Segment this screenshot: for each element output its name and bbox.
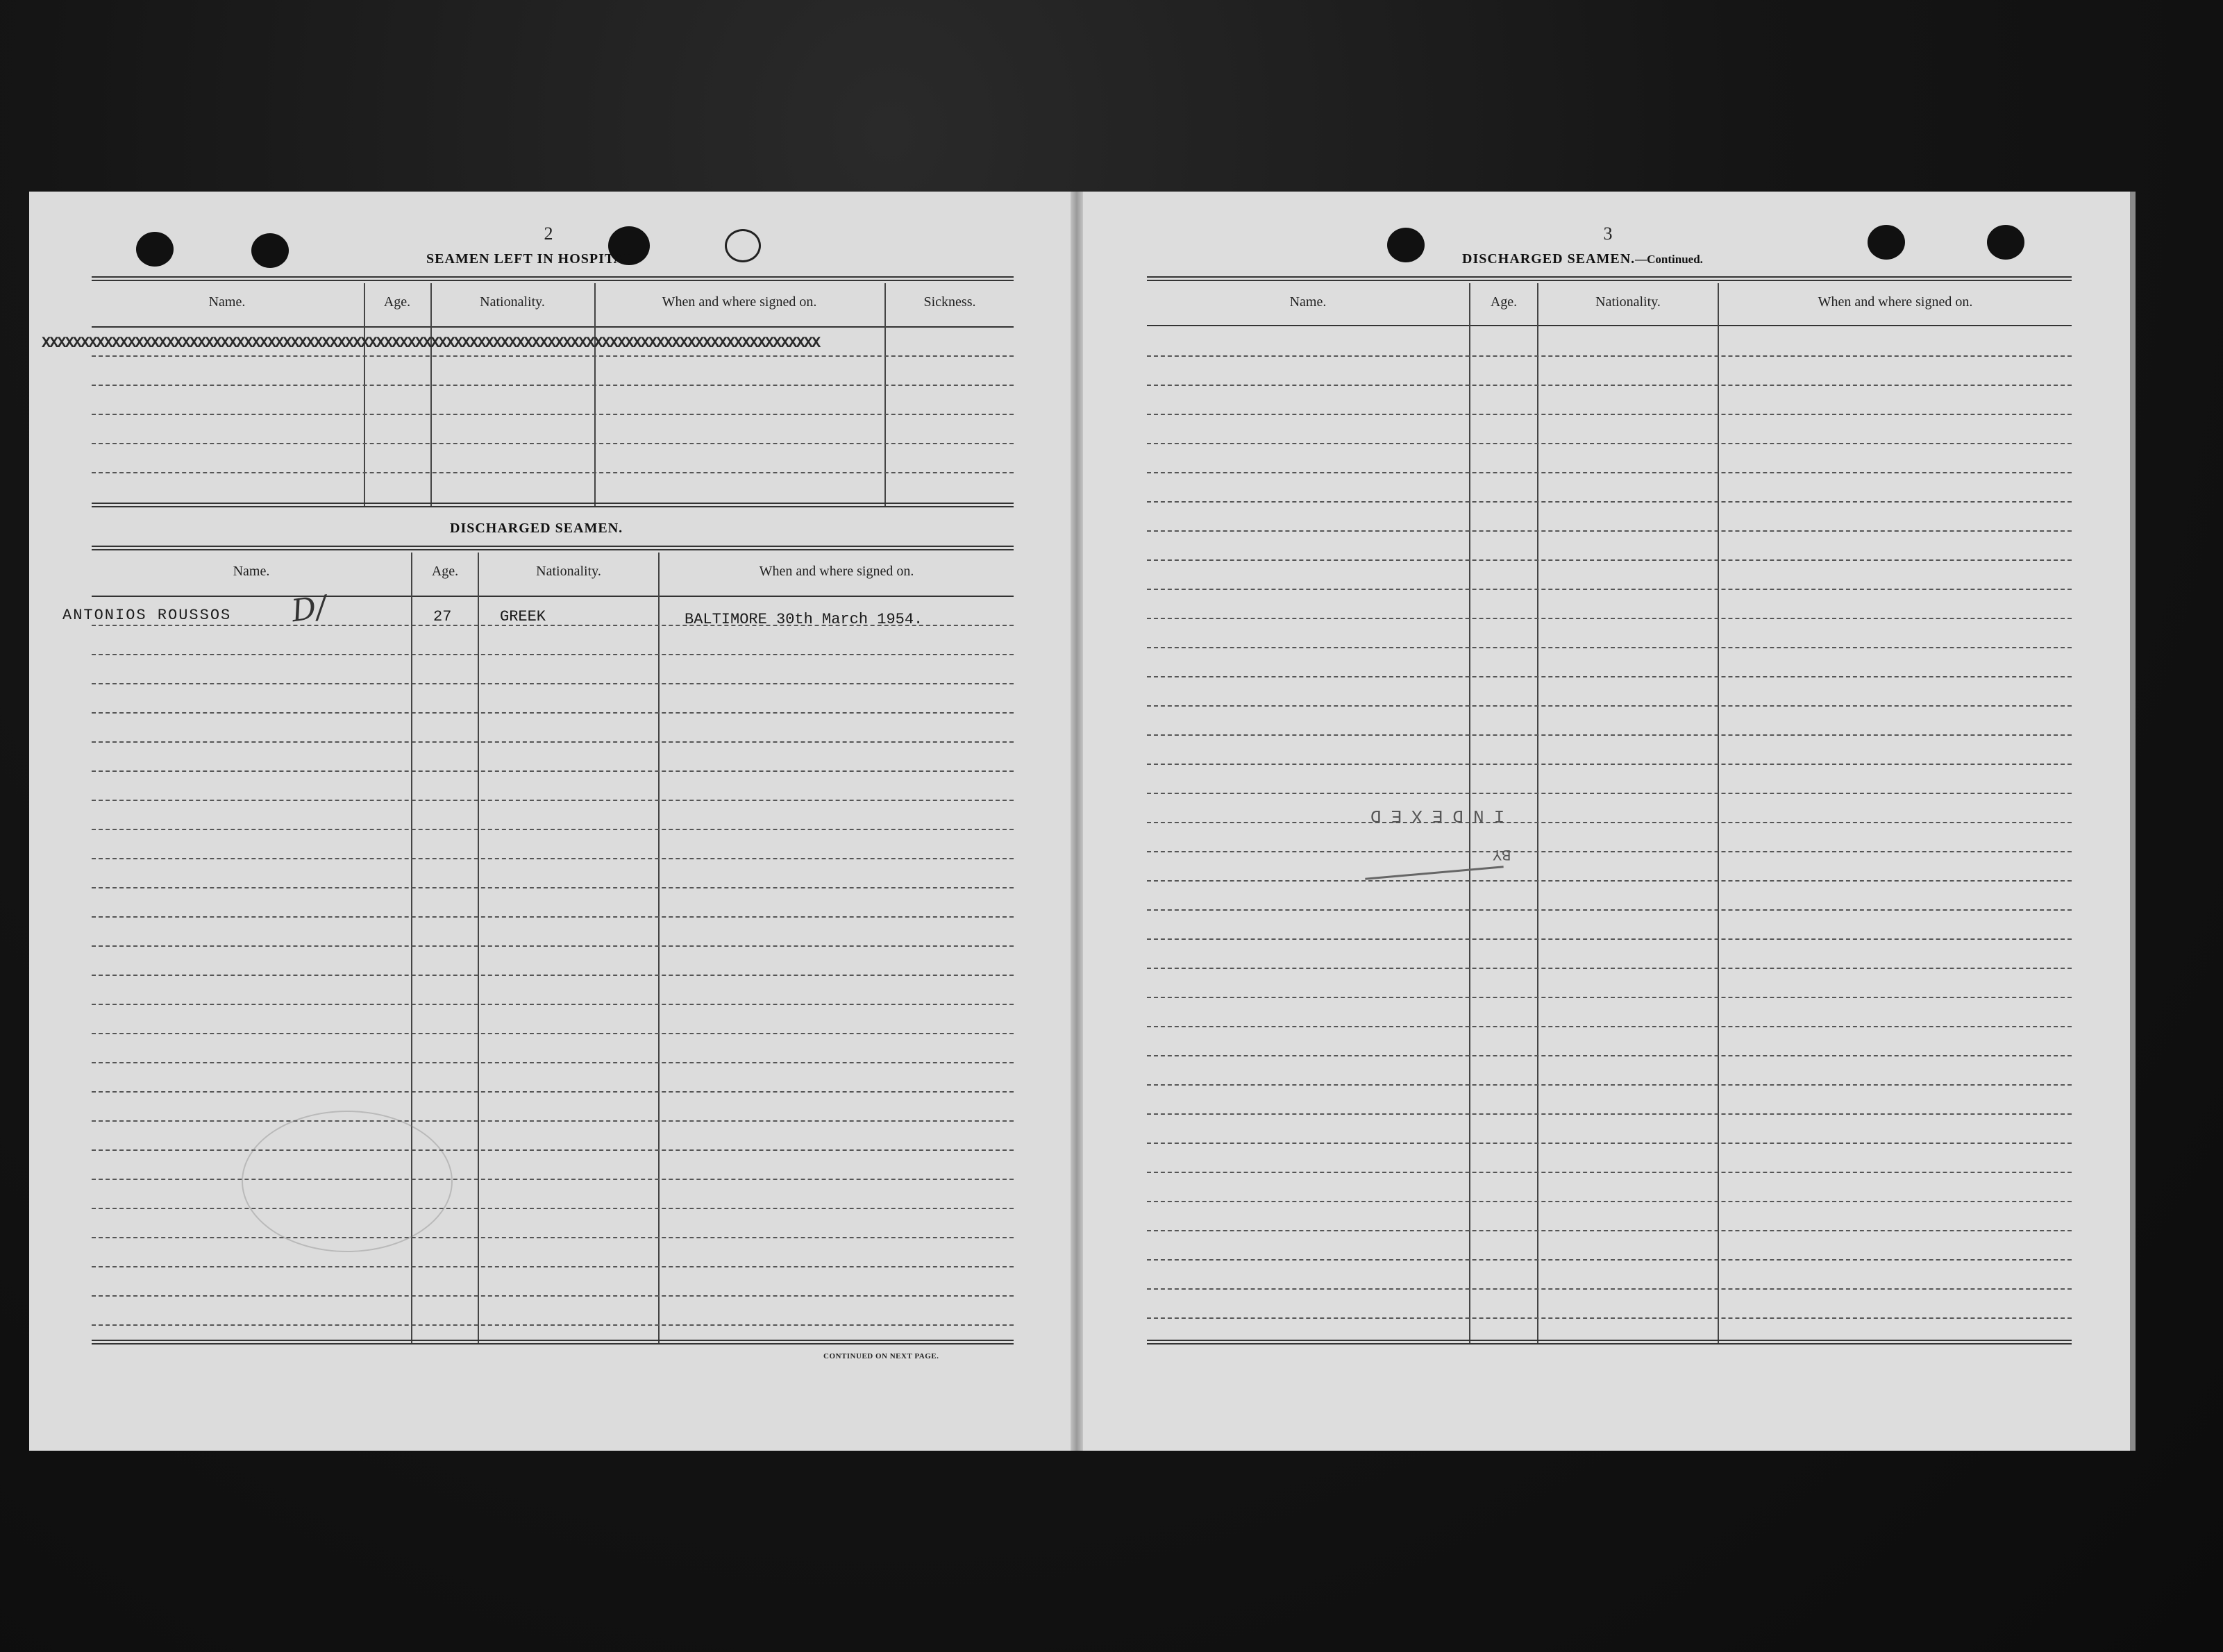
col-header-nationality: Nationality.	[480, 294, 545, 310]
entry-line	[1147, 443, 2072, 444]
discharged-continued-title	[1462, 251, 1703, 267]
entry-line	[1147, 1084, 2072, 1086]
punch-hole	[1868, 225, 1905, 260]
seaman-signed-on: BALTIMORE 30th March 1954.	[685, 611, 923, 628]
entry-line	[1147, 793, 2072, 794]
entry-line	[1147, 851, 2072, 852]
entry-line	[92, 829, 1014, 830]
punch-hole	[725, 229, 761, 262]
entry-line	[1147, 589, 2072, 590]
punch-hole	[1387, 228, 1425, 262]
entry-line	[1147, 1055, 2072, 1056]
entry-line	[1147, 1230, 2072, 1231]
page-number: 3	[1603, 224, 1613, 244]
entry-line	[92, 1062, 1014, 1063]
section-rule	[92, 503, 1014, 507]
col-header-name: Name.	[208, 294, 246, 310]
page-edge	[2130, 192, 2136, 1451]
col-header-signed-on: When and where signed on.	[662, 294, 817, 310]
entry-line	[1147, 1201, 2072, 1202]
entry-line	[1147, 385, 2072, 386]
punch-hole	[251, 233, 289, 268]
entry-line	[1147, 1317, 2072, 1319]
entry-line	[92, 945, 1014, 947]
column-divider	[658, 553, 660, 1344]
entry-line	[1147, 530, 2072, 532]
left-page	[29, 192, 1071, 1451]
entry-line	[92, 355, 1014, 357]
entry-line	[1147, 909, 2072, 911]
seaman-name: ANTONIOS ROUSSOS	[62, 607, 232, 624]
page-number: 2	[544, 224, 553, 244]
header-underline	[1147, 325, 2072, 326]
entry-line	[92, 1324, 1014, 1326]
header-rule	[92, 276, 1014, 281]
column-divider	[478, 553, 479, 1344]
entry-line	[92, 683, 1014, 684]
entry-line	[1147, 968, 2072, 969]
entry-line	[92, 1208, 1014, 1209]
col-header-age: Age.	[383, 294, 411, 310]
entry-line	[92, 1149, 1014, 1151]
col-header-age: Age.	[431, 564, 459, 579]
entry-line	[92, 472, 1014, 473]
bottom-rule	[1147, 1340, 2072, 1345]
col-header-name: Name.	[233, 564, 270, 579]
entry-line	[1147, 618, 2072, 619]
entry-line	[92, 1033, 1014, 1034]
seaman-nationality: GREEK	[500, 608, 546, 625]
struck-out-entry: XXXXXXXXXXXXXXXXXXXXXXXXXXXXXXXXXXXXXXXXXXXXXXXXXXXXXXXXXXXXXXXXXXXXXXXXXXXXXXXXXXXXXXXXXXXXXXXXXXXX	[42, 335, 820, 352]
hospital-section-title: SEAMEN LEFT IN HOSPITAL.	[426, 251, 639, 267]
col-header-sickness: Sickness.	[923, 294, 976, 310]
entry-line	[1147, 1259, 2072, 1261]
entry-line	[92, 1179, 1014, 1180]
entry-line	[92, 414, 1014, 415]
entry-line	[1147, 414, 2072, 415]
entry-line	[92, 443, 1014, 444]
entry-line	[92, 858, 1014, 859]
entry-line	[92, 1120, 1014, 1122]
discharged-section-title: DISCHARGED SEAMEN.	[450, 521, 623, 536]
entry-line	[92, 654, 1014, 655]
entry-line	[92, 770, 1014, 772]
col-header-signed-on: When and where signed on.	[1818, 294, 1973, 310]
entry-line	[1147, 880, 2072, 882]
entry-line	[92, 1004, 1014, 1005]
entry-line	[1147, 822, 2072, 823]
entry-line	[1147, 1288, 2072, 1290]
entry-line	[92, 741, 1014, 743]
right-page	[1083, 192, 2130, 1451]
entry-line	[92, 625, 1014, 626]
col-header-nationality: Nationality.	[1595, 294, 1661, 310]
seaman-age: 27	[433, 608, 452, 625]
entry-line	[1147, 559, 2072, 561]
col-header-age: Age.	[1490, 294, 1518, 310]
entry-line	[1147, 1026, 2072, 1027]
entry-line	[92, 1266, 1014, 1267]
indexed-stamp: INDEXED	[1361, 805, 1505, 826]
header-underline	[92, 326, 1014, 328]
col-header-signed-on: When and where signed on.	[759, 564, 914, 579]
indexed-stamp-by: BY	[1493, 845, 1511, 863]
page-gutter	[1071, 192, 1083, 1451]
header-rule	[92, 546, 1014, 550]
entry-line	[1147, 1172, 2072, 1173]
bottom-rule	[92, 1340, 1014, 1345]
entry-line	[92, 1237, 1014, 1238]
entry-line	[92, 1295, 1014, 1297]
entry-line	[1147, 1143, 2072, 1144]
entry-line	[1147, 764, 2072, 765]
entry-line	[1147, 355, 2072, 357]
entry-line	[1147, 472, 2072, 473]
title-text: DISCHARGED SEAMEN.	[1462, 251, 1636, 267]
entry-line	[1147, 501, 2072, 503]
header-underline	[92, 596, 1014, 597]
punch-hole	[1987, 225, 2024, 260]
entry-line	[92, 712, 1014, 714]
header-rule	[1147, 276, 2072, 281]
entry-line	[92, 800, 1014, 801]
col-header-name: Name.	[1289, 294, 1327, 310]
continued-note: CONTINUED ON NEXT PAGE.	[823, 1352, 939, 1360]
entry-line	[1147, 938, 2072, 940]
col-header-nationality: Nationality.	[536, 564, 601, 579]
handwritten-mark: D/	[289, 589, 329, 630]
faint-stamp	[242, 1111, 453, 1252]
entry-line	[92, 887, 1014, 888]
entry-line	[1147, 647, 2072, 648]
entry-line	[1147, 734, 2072, 736]
title-suffix: —Continued.	[1635, 253, 1703, 266]
entry-line	[92, 1091, 1014, 1093]
entry-line	[1147, 1113, 2072, 1115]
punch-hole	[136, 232, 174, 267]
entry-line	[92, 975, 1014, 976]
entry-line	[92, 385, 1014, 386]
entry-line	[1147, 705, 2072, 707]
entry-line	[1147, 997, 2072, 998]
entry-line	[92, 916, 1014, 918]
entry-line	[1147, 676, 2072, 677]
